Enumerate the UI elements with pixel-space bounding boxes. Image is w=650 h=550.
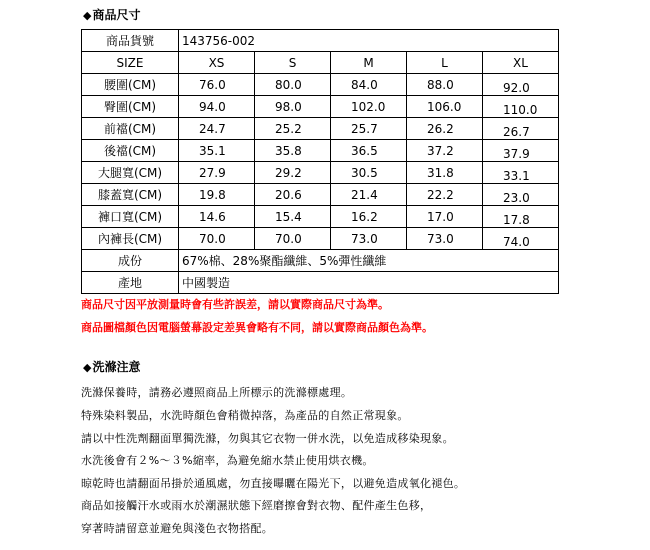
size-header-cell: L: [407, 52, 483, 74]
measure-cell: 22.2: [407, 184, 483, 206]
origin-label: 產地: [82, 272, 179, 294]
composition-row: [82, 250, 559, 272]
size-header-cell: S: [255, 52, 331, 74]
table-row: [82, 184, 559, 206]
table-row: [82, 140, 559, 162]
measure-cell: 37.9: [483, 140, 559, 162]
size-header-cell: XS: [179, 52, 255, 74]
measure-cell: 80.0: [255, 74, 331, 96]
care-instruction-line: 水洗後會有２%～３%縮率，為避免縮水禁止使用烘衣機。: [81, 454, 374, 467]
composition-label: 成份: [82, 250, 179, 272]
measure-cell: 35.1: [179, 140, 255, 162]
care-section-heading: [83, 360, 140, 375]
table-row: [82, 118, 559, 140]
row-label: 大腿寬(CM): [82, 162, 179, 184]
measure-cell: 14.6: [179, 206, 255, 228]
size-section-heading: [83, 8, 140, 23]
diamond-bullet-icon: ◆: [83, 361, 92, 374]
size-label: SIZE: [82, 52, 179, 74]
size-header-cell: M: [331, 52, 407, 74]
table-row: [82, 228, 559, 250]
row-label: 膝蓋寬(CM): [82, 184, 179, 206]
measure-cell: 98.0: [255, 96, 331, 118]
care-instruction-line: 特殊染料製品，水洗時顏色會稍微掉落，為產品的自然正常現象。: [81, 409, 409, 422]
measure-cell: 16.2: [331, 206, 407, 228]
care-instruction-line: 洗滌保養時，請務必遵照商品上所標示的洗滌標處理。: [81, 386, 353, 399]
size-disclaimer-note: 商品尺寸因平放測量時會有些許誤差，請以實際商品尺寸為準。: [81, 298, 389, 311]
measure-cell: 37.2: [407, 140, 483, 162]
measure-cell: 35.8: [255, 140, 331, 162]
measure-cell: 15.4: [255, 206, 331, 228]
item-no-value: 143756-002: [179, 30, 559, 52]
measure-cell: 74.0: [483, 228, 559, 250]
measure-cell: 88.0: [407, 74, 483, 96]
measure-cell: 23.0: [483, 184, 559, 206]
measure-cell: 94.0: [179, 96, 255, 118]
row-label: 內褲長(CM): [82, 228, 179, 250]
care-instruction-line: 穿著時請留意並避免與淺色衣物搭配。: [81, 522, 274, 535]
measure-cell: 73.0: [331, 228, 407, 250]
size-header-cell: XL: [483, 52, 559, 74]
diamond-bullet-icon: ◆: [83, 9, 92, 22]
item-no-label: 商品貨號: [82, 30, 179, 52]
measure-cell: 29.2: [255, 162, 331, 184]
measure-cell: 19.8: [179, 184, 255, 206]
measure-cell: 70.0: [255, 228, 331, 250]
measure-cell: 17.8: [483, 206, 559, 228]
measure-cell: 33.1: [483, 162, 559, 184]
color-disclaimer-note: 商品圖檔顏色因電腦螢幕設定差異會略有不同，請以實際商品顏色為準。: [81, 321, 433, 334]
measure-cell: 31.8: [407, 162, 483, 184]
measure-cell: 84.0: [331, 74, 407, 96]
composition-value: 67%棉、28%聚酯纖維、5%彈性纖維: [179, 250, 559, 272]
care-heading-text: 洗滌注意: [92, 360, 141, 374]
measure-cell: 76.0: [179, 74, 255, 96]
care-instruction-line: 請以中性洗劑翻面單獨洗滌，勿與其它衣物一併水洗，以免造成移染現象。: [81, 432, 454, 445]
measure-cell: 25.2: [255, 118, 331, 140]
measure-cell: 70.0: [179, 228, 255, 250]
size-header-row: [82, 52, 559, 74]
measure-cell: 17.0: [407, 206, 483, 228]
measure-cell: 30.5: [331, 162, 407, 184]
measure-cell: 26.2: [407, 118, 483, 140]
table-row: [82, 96, 559, 118]
measure-cell: 27.9: [179, 162, 255, 184]
measure-cell: 24.7: [179, 118, 255, 140]
measure-cell: 20.6: [255, 184, 331, 206]
row-label: 褲口寬(CM): [82, 206, 179, 228]
measure-cell: 92.0: [483, 74, 559, 96]
size-table: [81, 29, 559, 294]
row-label: 腰圍(CM): [82, 74, 179, 96]
measure-cell: 21.4: [331, 184, 407, 206]
table-row: [82, 162, 559, 184]
measure-cell: 26.7: [483, 118, 559, 140]
measure-cell: 106.0: [407, 96, 483, 118]
measure-cell: 36.5: [331, 140, 407, 162]
row-label: 後襠(CM): [82, 140, 179, 162]
origin-row: [82, 272, 559, 294]
table-row: [82, 74, 559, 96]
measure-cell: 102.0: [331, 96, 407, 118]
size-heading-text: 商品尺寸: [92, 8, 141, 22]
care-instruction-line: 晾乾時也請翻面吊掛於通風處，勿直接曝曬在陽光下，以避免造成氧化褪色。: [81, 477, 466, 490]
origin-value: 中國製造: [179, 272, 559, 294]
measure-cell: 110.0: [483, 96, 559, 118]
item-no-row: [82, 30, 559, 52]
measure-cell: 73.0: [407, 228, 483, 250]
table-row: [82, 206, 559, 228]
measure-cell: 25.7: [331, 118, 407, 140]
row-label: 臀圍(CM): [82, 96, 179, 118]
care-instruction-line: 商品如接觸汗水或雨水於潮濕狀態下經磨擦會對衣物、配件產生色移，: [81, 499, 432, 512]
row-label: 前襠(CM): [82, 118, 179, 140]
